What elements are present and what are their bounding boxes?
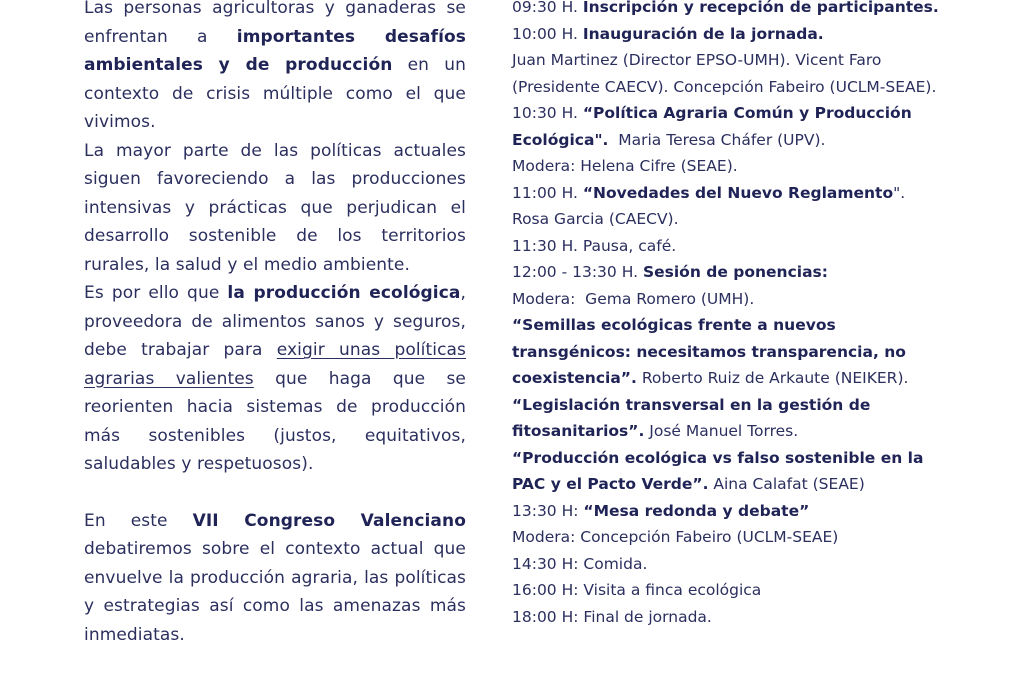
talk-pac-green <box>512 445 942 498</box>
item-title: Inscripción y recepción de participantes. <box>582 0 939 16</box>
underlined-text: exigir unas políticas agrarias valientes <box>84 340 467 389</box>
talk-title: “Producción ecológica vs falso sostenible en la PAC y el Pacto Verde”. <box>512 448 924 493</box>
text: En este <box>84 510 193 531</box>
program-item-visit: 16:00 H: Visita a finca ecológica <box>512 581 762 599</box>
program-item-lunch: 14:30 H: Comida. <box>512 554 648 573</box>
text: , proveedora de alimentos sanos y seguros, debe trabajar para <box>84 283 466 360</box>
program-item-pac <box>512 100 942 153</box>
item-title: “Mesa redonda y debate” <box>583 501 810 520</box>
text: en un contexto de crisis múltiple como el que vivimos. <box>84 55 466 132</box>
roundtable-moderator: Modera: Concepción Fabeiro (UCLM-SEAE) <box>512 528 839 546</box>
text: que haga que se reorienten hacia sistemas de producción más sostenibles (justos, equitativos, saludables y respetuosos). <box>84 368 466 474</box>
item-title: “Novedades del Nuevo Reglamento <box>582 183 894 202</box>
speaker: José Manuel Torres. <box>644 422 799 440</box>
speaker: Maria Teresa Cháfer (UPV). <box>608 130 826 149</box>
time: 13:30 H: <box>512 501 584 520</box>
program-item-talks <box>512 259 942 286</box>
text: Es por ello que <box>84 283 228 303</box>
program-item-registration <box>512 0 942 21</box>
program-item-opening <box>512 21 942 48</box>
time: 12:00 - 13:30 H. <box>512 263 643 281</box>
intro-column <box>84 0 466 649</box>
talk-title: “Semillas ecológicas frente a nuevos transgénicos: necesitamos transparencia, no coexistencia”. <box>512 316 906 387</box>
talk-title: “Legislación transversal en la gestión de fitosanitarios”. <box>512 395 871 440</box>
intro-paragraph-3 <box>84 279 466 479</box>
intro-paragraph-1 <box>84 0 466 137</box>
program-item-roundtable <box>512 498 942 525</box>
highlight-text: la producción ecológica <box>227 283 461 303</box>
congress-name: VII Congreso Valenciano <box>192 510 466 531</box>
item-title: “Política Agraria Común y Producción Ecológica". <box>512 104 912 149</box>
text: Las personas agricultoras y ganaderas se enfrentan a <box>84 0 466 47</box>
time: 10:30 H. <box>512 104 583 122</box>
quote-mark: " <box>893 183 901 202</box>
program-item-regulation <box>512 180 942 233</box>
time: 09:30 H. <box>512 0 583 16</box>
talk-legislation <box>512 392 942 445</box>
speaker: Aina Calafat (SEAE) <box>708 475 865 493</box>
intro-paragraph-4 <box>84 507 466 650</box>
program-column <box>512 0 942 630</box>
time: 11:00 H. <box>512 183 583 202</box>
program-item-break: 11:30 H. Pausa, café. <box>512 236 677 255</box>
program-item-end: 18:00 H: Final de jornada. <box>512 607 712 626</box>
item-title: Inauguración de la jornada. <box>582 24 824 43</box>
highlight-text: importantes desafíos ambientales y de producción <box>84 26 466 75</box>
pac-moderator: Modera: Helena Cifre (SEAE). <box>512 157 738 175</box>
speaker: . Rosa Garcia (CAECV). <box>512 183 906 228</box>
talks-moderator: Modera: Gema Romero (UMH). <box>512 289 755 308</box>
text: debatiremos sobre el contexto actual que envuelve la producción agraria, las políticas y estrategias así como las amenazas más inmediatas. <box>84 539 466 645</box>
opening-speakers: Juan Martinez (Director EPSO-UMH). Vicent Faro (Presidente CAECV). Concepción Fabeiro (UCLM-SEAE). <box>512 51 937 96</box>
item-title: Sesión de ponencias: <box>642 263 828 281</box>
time: 10:00 H. <box>512 24 583 43</box>
speaker: Roberto Ruiz de Arkaute (NEIKER). <box>636 369 909 387</box>
intro-paragraph-2: La mayor parte de las políticas actuales siguen favoreciendo a las producciones intensivas y prácticas que perjudican el desarrollo sostenible de los territorios rurales, la salud y el medio ambiente. <box>84 140 466 275</box>
talk-seeds <box>512 312 942 392</box>
